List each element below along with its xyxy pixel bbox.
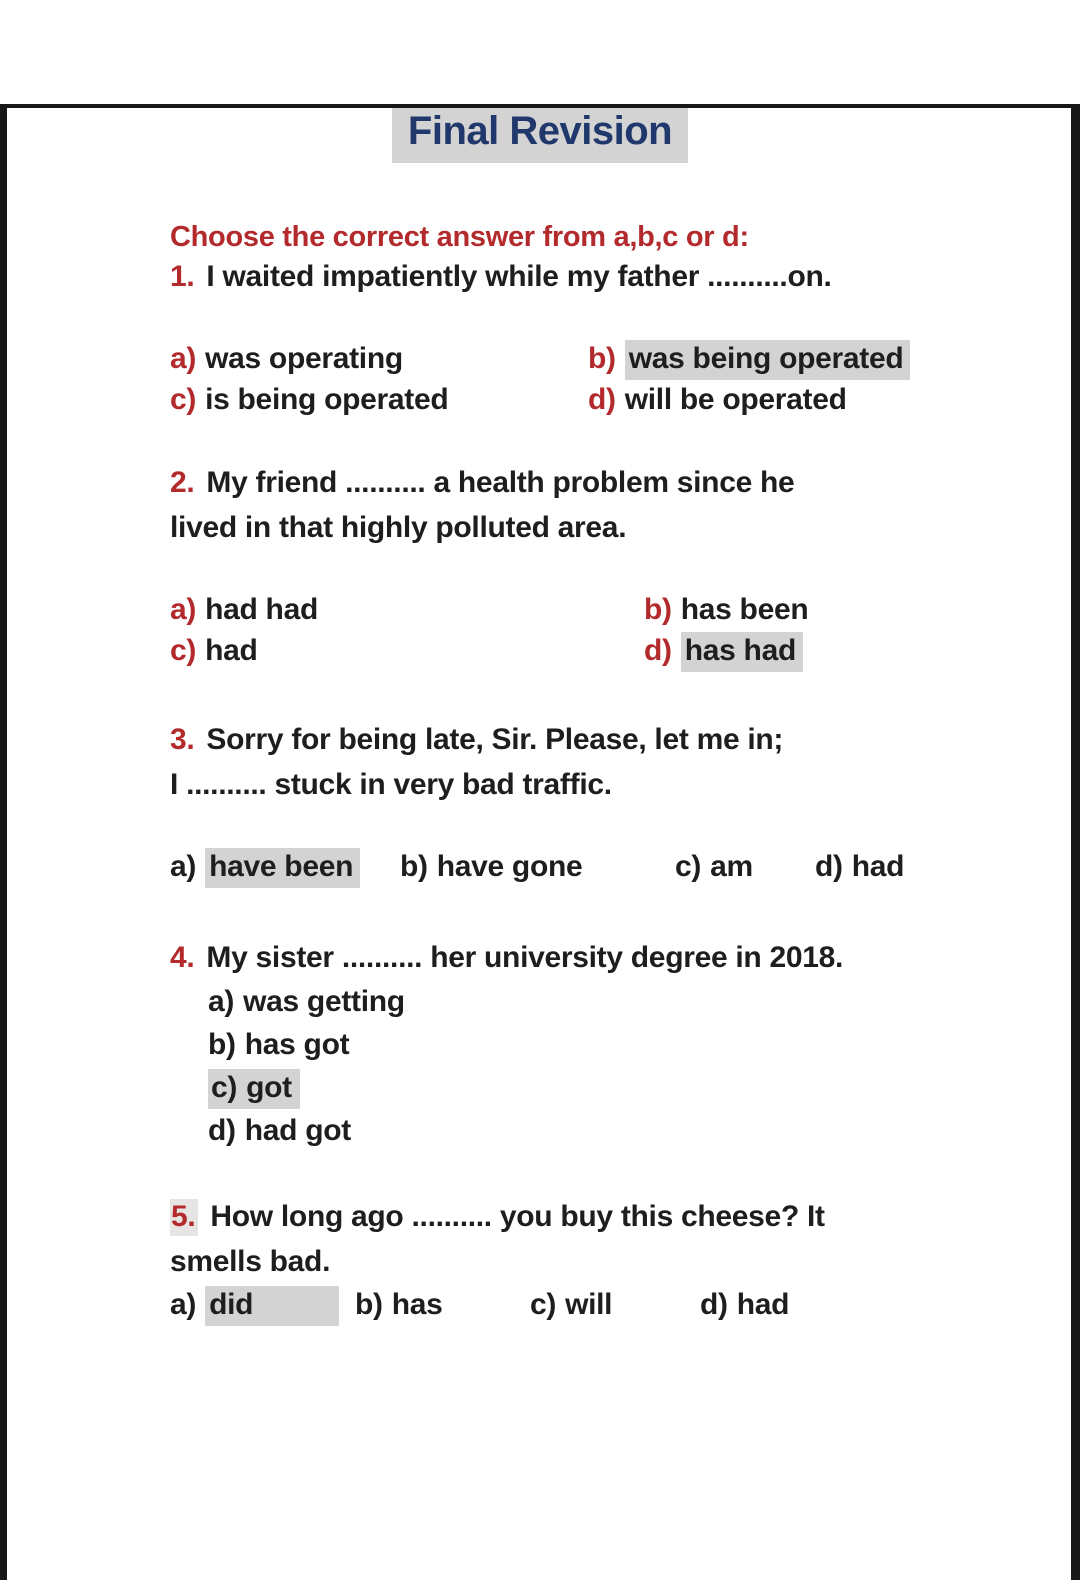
option-text: am [710,850,753,883]
question-5-options [170,1284,1025,1325]
question-number: 1. [170,260,195,293]
option-text: will be operated [624,383,847,416]
page-title: Final Revision [392,104,688,163]
option-letter: b) [355,1288,383,1321]
title-row [0,104,1080,163]
option-b [400,846,675,887]
question-text-line: My friend .......... a health problem since he [206,466,795,499]
question-2-text [170,460,1025,505]
option-text: had got [244,1114,351,1147]
option-c [170,379,588,420]
option-highlighted [208,1069,300,1109]
option-letter: a) [170,593,197,626]
question-5-text-line2: smells bad. [170,1245,331,1278]
option-a [170,338,588,379]
scan-border-left [0,104,7,1580]
option-b [355,1284,530,1325]
question-1-text [170,254,1025,299]
question-3 [170,717,1025,887]
question-4-options [208,980,1025,1152]
question-3-options [170,846,1025,887]
question-5-text [170,1194,1025,1239]
question-3-text-line2: I .......... stuck in very bad traffic. [170,768,612,801]
option-a [170,1284,355,1325]
option-c [170,630,644,671]
option-text: had [736,1288,790,1321]
scan-border-top [0,104,1080,108]
question-1 [170,254,1025,420]
option-letter: a) [170,342,197,375]
option-text-highlighted: was being operated [625,340,911,380]
option-text: has [391,1288,443,1321]
option-a [170,846,400,887]
option-text: has been [680,593,809,626]
question-number: 2. [170,466,195,499]
option-letter: d) [815,850,843,883]
option-d [588,379,1025,420]
worksheet-content [0,221,1080,1325]
option-b [588,338,1025,379]
question-number: 5. [170,1199,198,1236]
option-d [700,1284,789,1325]
question-3-text [170,717,1025,762]
option-letter: d) [700,1288,728,1321]
option-text: was operating [205,342,403,375]
question-2-text-line2: lived in that highly polluted area. [170,511,627,544]
question-2 [170,460,1025,671]
question-number: 4. [170,941,195,974]
document-page [0,104,1080,1325]
option-text: have gone [436,850,583,883]
option-a [170,589,644,630]
question-text-line: My sister .......... her university degree in 2018. [206,941,844,974]
option-text: is being operated [205,383,449,416]
option-c [675,846,815,887]
option-c [530,1284,700,1325]
option-text: had [851,850,905,883]
option-letter: c) [170,383,197,416]
option-text-highlighted: did [205,1286,339,1326]
option-text: had [205,634,258,667]
question-4-text [170,935,1025,980]
option-letter: a) [170,850,197,883]
option-text-highlighted: have been [205,848,360,888]
option-letter: c) [211,1071,238,1104]
question-text-line: Sorry for being late, Sir. Please, let me in; [206,723,784,756]
option-d [815,846,904,887]
option-letter: a) [208,985,235,1018]
option-b [644,589,1025,630]
option-text: will [565,1288,613,1321]
option-letter: c) [170,634,197,667]
option-a [208,980,1025,1023]
scan-border-right [1071,104,1080,1580]
question-5 [170,1194,1025,1325]
option-b [208,1023,1025,1066]
question-2-options [170,589,1025,671]
option-letter: d) [588,383,616,416]
option-text: has got [244,1028,350,1061]
option-letter: c) [675,850,702,883]
option-letter: d) [208,1114,236,1147]
question-text-line: How long ago .......... you buy this cheese? It [210,1200,825,1233]
question-number: 3. [170,723,195,756]
option-text-highlighted: has had [681,632,803,672]
instruction-text: Choose the correct answer from a,b,c or d: [170,221,749,253]
question-1-options [170,338,1025,420]
option-text: got [246,1071,292,1104]
option-d [644,630,1025,671]
option-c [208,1066,1025,1109]
option-text: was getting [243,985,405,1018]
option-letter: b) [208,1028,236,1061]
option-text: had had [205,593,318,626]
option-d [208,1109,1025,1152]
option-letter: b) [644,593,672,626]
question-4 [170,935,1025,1152]
option-letter: b) [400,850,428,883]
option-letter: a) [170,1288,197,1321]
option-letter: b) [588,342,616,375]
option-letter: c) [530,1288,557,1321]
question-text-line: I waited impatiently while my father ..........on. [206,260,832,293]
option-letter: d) [644,634,672,667]
